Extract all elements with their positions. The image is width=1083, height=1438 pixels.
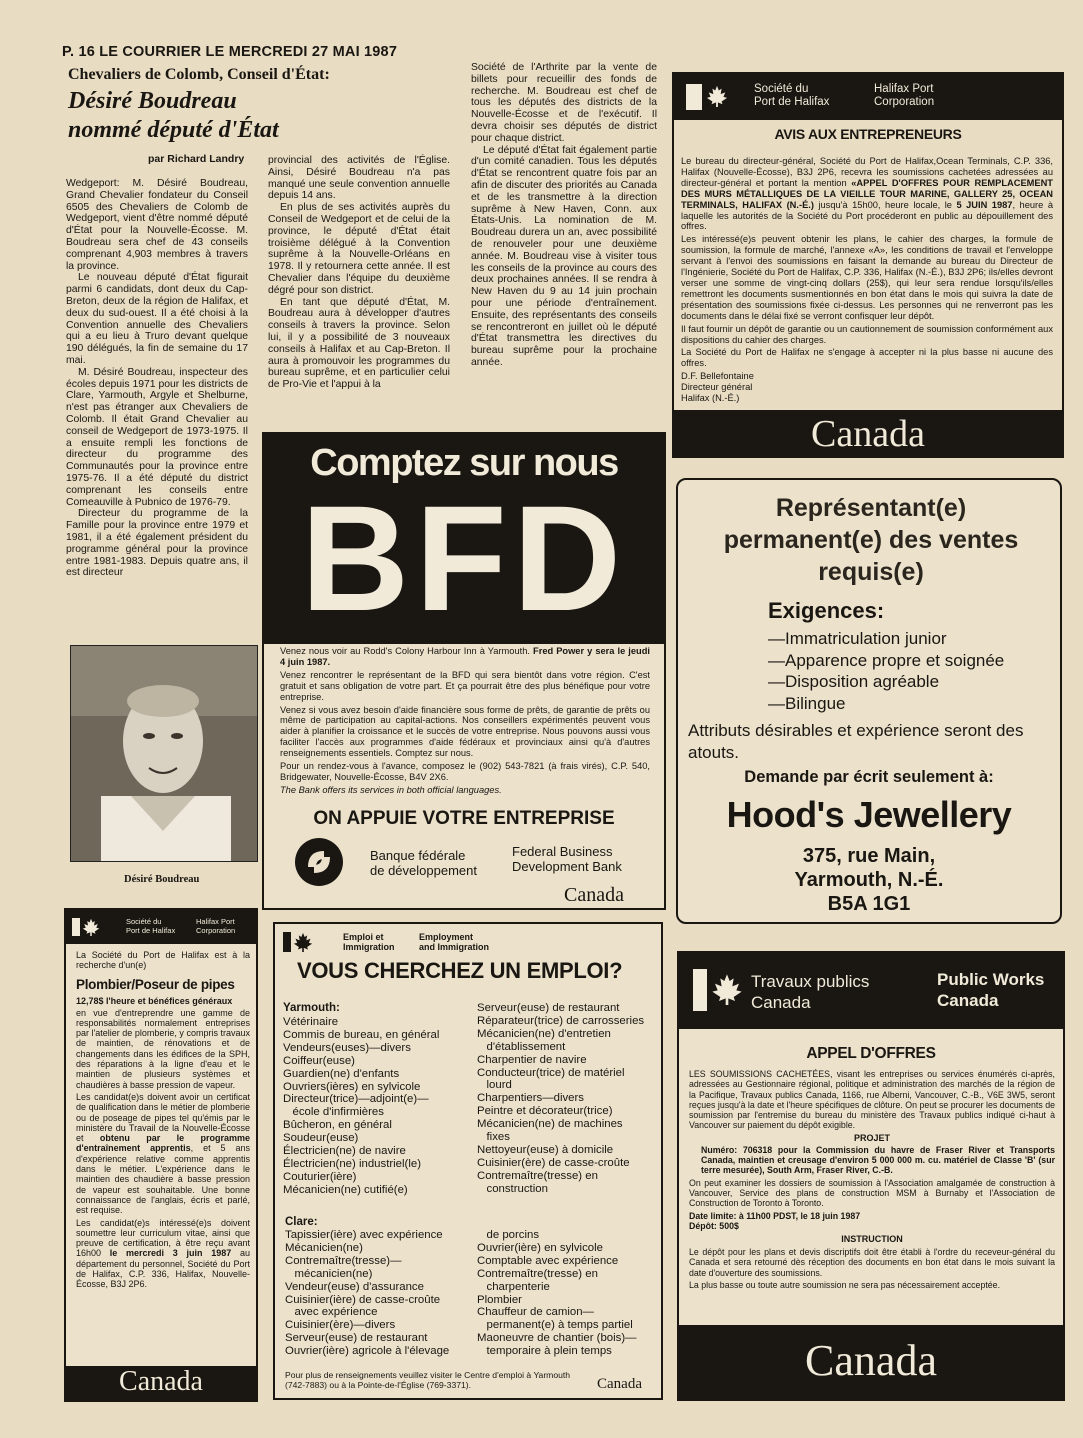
canada-wordmark: Canada xyxy=(805,1336,937,1385)
ad-paragraph: LES SOUMISSIONS CACHETÉES, visant les entreprises ou services énumérés ci-après, adressées au Gestionnaire régional, politique et administration des marchés de la région de la Pacifique, Travaux publics Canada, 1166, rue Alberni, Vancouver, C.-B., V6E 3W5, seront reçues jusqu'à la date et l'heure spécifiques de clôture. On peut se procurer les documents de soumission par l'entremise du bureau du ministère des Travaux publics indiqué ci-haut à Vancouver sur paiement du dépôt exigible. xyxy=(689,1069,1055,1131)
article-paragraph: Société de l'Arthrite par la vente de billets pour recueillir des fonds de recherche. M. Boudreau est chef de tous les députés des districts de la Nouvelle-Écosse et de l'exécutif. Il devra choisir ses députés de district pour chaque district. xyxy=(471,62,657,144)
org-name-fr: Société du Port de Halifax xyxy=(126,917,176,935)
org-name-fr: Société du Port de Halifax xyxy=(754,83,830,108)
article-paragraph: Le député d'État fait également partie d'un comité canadien. Tous les députés d'État se rencontrent quatre fois par an afin de discuter des priorités au Canada et de les transmettre à la direction suprême à New Haven, Conn. aux États-Unis. La nomination de M. Boudreau durera un an, avec possibilité de renouveler pour une deuxième année. M. Boudreau vise à visiter tous les conseils de la province au cours des deux prochaines années. Il se rendra à New Haven du 9 au 14 juin prochain pour une période d'entraînement. Ensuite, des représentants des conseils se rencontreront en juillet où le député d'État transmettra les directives du bureau suprême pour la prochaine année. xyxy=(471,144,657,368)
bank-name-fr: Banque fédérale de développement xyxy=(370,848,477,878)
article-paragraph: En plus de ses activités auprès du Conseil de Wedgeport et de celui de la province, le député d'État était troisième délégué à la Convention suprême à la Nouvelle-Orléans en 1978. Il y retournera cette année. Il est Chevalier dans l'équipe du deuxième dégré pour son district. xyxy=(268,202,450,296)
job-listing: Serveur(euse) de restaurant xyxy=(285,1332,428,1345)
job-listing: Vendeur(euse) d'assurance xyxy=(285,1280,424,1293)
job-listing: charpenterie xyxy=(477,1280,550,1293)
job-listing: d'établissement xyxy=(477,1040,566,1053)
job-listing: Cuisinier(ère) de casse-croûte xyxy=(477,1156,630,1169)
bfd-ad xyxy=(262,432,666,910)
article-paragraph: M. Désiré Boudreau, inspecteur des écoles depuis 1971 pour les districts de Clare, Yarmouth, Argyle et Shelburne, n'est pas étranger aux Chevaliers de Colomb. Il était Grand Chevalier au conseil de Wedgeport de 1973-1975. Il a ensuite rempli les fonctions de directeur du programme des Communautés pour la province entre 1975-76. Il a été député du district comprenant les conseils entre Comeauville à Pubnico de 1976-79. xyxy=(66,366,248,508)
org-name-en: Employment and Immigration xyxy=(419,932,490,952)
job-listing: Peintre et décorateur(trice) xyxy=(477,1105,613,1118)
article-headline-2: nommé député d'État xyxy=(68,117,279,143)
requirement-item: —Disposition agréable xyxy=(768,672,940,691)
halifax-port-header xyxy=(674,74,1062,120)
maple-leaf-icon xyxy=(711,973,743,1005)
maple-leaf-icon xyxy=(293,932,313,952)
projet-title: PROJET xyxy=(853,1132,890,1143)
job-listing: Comptable avec expérience xyxy=(477,1254,619,1267)
flag-bar-left xyxy=(283,932,291,952)
org-name-en: Halifax Port Corporation xyxy=(874,83,935,108)
ad-paragraph: Pour un rendez-vous à l'avance, composez le (902) 543-7821 (à frais virés), C.P. 540, Bridgewater, Nouvelle-Écosse, B4V 2X6. xyxy=(280,761,650,782)
job-listing: avec expérience xyxy=(285,1306,378,1319)
page-header: P. 16 LE COURRIER LE MERCREDI 27 MAI 1987 xyxy=(62,44,398,60)
article-paragraph: Le nouveau député d'État figurait parmi 6 candidats, dont deux du Cap-Breton, deux de la région de Halifax, et deux du sud-ouest. Il a été choisi à la Convention annuelle des Chevaliers qui a eu lieu à Truro devant quelque 190 délégués, la fin de semaine du 17 mai. xyxy=(66,272,248,366)
ad-paragraph: Numéro: 706318 pour la Commission du havre de Fraser River et Transports Canada, maintien et creusage d'environ 5 000 000 m. cu. matériel de Classe 'B' (sur terre mesurée), South Arm, Fraser River, C.-B. xyxy=(701,1144,1055,1176)
job-listing: permanent(e) à temps partiel xyxy=(477,1319,633,1332)
job-listing: Chauffeur de camion— xyxy=(477,1306,594,1319)
job-listing: Contremaître(tresse)— xyxy=(285,1254,402,1267)
yarmouth-list-left xyxy=(283,1016,439,1197)
ad-paragraph: Les intéressé(e)s peuvent obtenir les plans, le cahier des charges, la formule de soumission, la formule de marché, l'annexe «A», les conditions de travail et l'enveloppe servant à l'envoi des soumissions en faisant la demande au bureau du Directeur de l'Ingénierie, Société du Port de Halifax, C.P. 336, Halifax (N.-É.), B3J 2P6; ils/elles devront verser une somme de vingt-cinq dollars (25$), qui leur sera rendue lorsqu'ils/elles remettront les documents susmentionnés en bon état dans le mois qui suivra la date de présentation des soumissions fixée ci-dessus. Les personnes qui ne renverront pas les documents dans le délai fixé se verront confisquer leur dépôt. xyxy=(681,234,1053,321)
ad-paragraph: The Bank offers its services in both official languages. xyxy=(280,784,502,795)
org-name-fr: Travaux publics Canada xyxy=(751,972,870,1012)
job-listing: Électricien(ne) industriel(le) xyxy=(283,1157,422,1170)
job-listing: Couturier(ière) xyxy=(283,1170,357,1183)
job-listing: Plombier xyxy=(477,1293,522,1306)
yarmouth-list-right xyxy=(477,1002,644,1196)
job-listing: Cuisinier(ière) de casse-croûte xyxy=(285,1293,441,1306)
job-listing: Charpentier de navire xyxy=(477,1053,587,1066)
ad-paragraph: On peut examiner les dossiers de soumission à l'Association amalgamée de construction à Vancouver, Service des plans de construction MSM à Burnaby et l'Association de Construction de Toronto à Toronto. xyxy=(689,1177,1055,1209)
hoods-demand: Demande par écrit seulement à: xyxy=(744,768,994,786)
plombier-wage: 12,78$ l'heure et bénéfices généraux xyxy=(76,995,233,1006)
article-column-1 xyxy=(66,178,248,579)
job-listing: Soudeur(euse) xyxy=(283,1132,359,1145)
hoods-jewellery-ad xyxy=(676,478,1062,924)
ad-paragraph: Venez rencontrer le représentant de la BFD qui sera bientôt dans votre région. C'est gratuit et sans obligation de votre part. Et ça pourrait être des plus bénéfique pour votre entreprise. xyxy=(280,669,650,702)
article-byline: par Richard Landry xyxy=(148,153,245,165)
article-paragraph: Directeur du programme de la Famille pour la province entre 1979 et 1981, il a été également président du programme général pour la province entre 1981-1983. Depuis quatre ans, il est directeur xyxy=(66,508,248,579)
org-name-en: Public Works Canada xyxy=(937,970,1045,1010)
requirement-item: —Bilingue xyxy=(768,693,846,713)
job-listing: Mécanicien(ne) xyxy=(285,1241,363,1254)
job-listing: de porcins xyxy=(477,1229,540,1241)
ad-paragraph: Il faut fournir un dépôt de garantie ou un cautionnement de soumission conformément aux dispositions du cahier des charges. xyxy=(681,323,1053,345)
job-listing: Guardien(ne) d'enfants xyxy=(283,1067,400,1080)
photo-caption: Désiré Boudreau xyxy=(124,874,200,885)
bfd-slogan: ON APPUIE VOTRE ENTREPRISE xyxy=(313,808,615,829)
ad-paragraph: La plus basse ou toute autre soumission ne sera pas nécessairement acceptée. xyxy=(689,1280,1001,1291)
job-listing: fixes xyxy=(477,1131,510,1144)
job-listing: Coiffeur(euse) xyxy=(283,1054,355,1067)
job-listing: lourd xyxy=(477,1079,512,1092)
job-listing: Mécanicien(ne) d'entretien xyxy=(477,1027,611,1040)
travaux-header xyxy=(679,953,1063,1029)
job-listing: Commis de bureau, en général xyxy=(283,1028,440,1041)
ad-paragraph: Venez si vous avez besoin d'aide financière sous forme de prêts, de garantie de prêts ou même de participation au capital-actions. Nos conseillers expérimentés peuvent vous aider à planifier la croissance et le succès de votre entreprise. Nous pouvons aussi vous faciliter l'accès aux programmes d'aide fédéraux et provinciaux ainsi qu'à d'autres renseignements essentiels. Comptez sur nous. xyxy=(280,704,650,759)
emploi-title: VOUS CHERCHEZ UN EMPLOI? xyxy=(297,958,623,983)
job-listing: Cuisinier(ère)—divers xyxy=(285,1319,396,1332)
job-listing: Ouvrier(ière) agricole à l'élevage xyxy=(285,1345,450,1358)
hoods-attributes: Attributs désirables et expérience seront des atouts. xyxy=(688,721,1024,762)
plombier-ad xyxy=(64,908,258,1402)
canada-wordmark-bar xyxy=(679,1325,1063,1399)
portrait-photo xyxy=(70,645,258,862)
canada-wordmark: Canada xyxy=(564,884,624,906)
hoods-company: Hood's Jewellery xyxy=(726,794,1012,835)
requirement-item: —Apparence propre et soignée xyxy=(768,650,1005,670)
job-listing: Bûcheron, en général xyxy=(283,1119,392,1132)
bfd-logo-text: BFD xyxy=(300,474,628,642)
job-listing: Ouvriers(ières) en sylvicole xyxy=(283,1080,421,1093)
job-listing: Réparateur(trice) de carrosseries xyxy=(477,1014,645,1027)
job-listing: Mécanicien(ne) de machines xyxy=(477,1118,623,1131)
article-paragraph: Wedgeport: M. Désiré Boudreau, Grand Chevalier fondateur du Conseil 6505 des Chevaliers de Colomb de Wedgeport, vient d'être nommé député d'État pour la Nouvelle-Écosse. M. Boudreau sera chef de 43 conseils comprenant 4,903 membres à travers la province. xyxy=(66,178,248,272)
halifax-port-ad xyxy=(672,72,1064,458)
ad-title: APPEL D'OFFRES xyxy=(806,1045,936,1062)
deposit: Dépôt: 500$ xyxy=(689,1220,739,1231)
job-listing: Directeur(trice)—adjoint(e)— xyxy=(283,1093,429,1106)
plombier-body xyxy=(76,950,250,1292)
emploi-immigration-ad xyxy=(273,922,663,1400)
requirement-item: —Immatriculation junior xyxy=(768,629,947,648)
canada-wordmark: Canada xyxy=(119,1366,203,1397)
maple-leaf-icon xyxy=(706,85,728,107)
article-paragraph: En tant que député d'État, M. Boudreau aura à développer d'autres conseils à travers la province. Selon lui, il y a possibilité de 3 nouveaux conseils à Halifax et au Cap-Breton. Il aura à promouvoir les programmes du bureau suprême, et en particulier celui de Pro-Vie et l'appui à la xyxy=(268,296,450,391)
ad-paragraph: Les candidat(e)s intéressé(e)s doivent soumettre leur curriculum vitae, ainsi que preuve de certification, à être reçu avant 16h00 le mercredi 3 juin 1987 au département du personnel, Société du Port de Halifax, C.P. 336, Halifax, Nouvelle-Écosse, B3J 2P6. xyxy=(76,1217,250,1290)
bank-name-en: Federal Business Development Bank xyxy=(512,844,622,874)
job-listing: Contremaître(tresse) en xyxy=(477,1267,598,1280)
canada-wordmark-bar xyxy=(674,410,1062,456)
halifax-port-header xyxy=(66,910,256,944)
bfd-banner xyxy=(264,434,664,644)
canada-wordmark: Canada xyxy=(811,413,925,455)
job-listing: Serveur(euse) de restaurant xyxy=(477,1002,620,1014)
yarmouth-title: Yarmouth: xyxy=(283,1002,340,1014)
hoods-title: Représentant(e) permanent(e) des ventes requis(e) xyxy=(723,494,1019,586)
emploi-footer: Pour plus de renseignements veuillez visiter le Centre d'emploi à Yarmouth (742-7883) ou à la Pointe-de-l'Église (769-3371). xyxy=(285,1370,571,1390)
job-listing: Conducteur(trice) de matériel xyxy=(477,1066,625,1079)
article-column-3 xyxy=(471,62,657,369)
ad-paragraph: Les candidat(e)s doivent avoir un certificat de qualification dans le métier de plomberie ou de poseage de pipes tel qu'émis par le ministère du Travail de la Nouvelle-Écosse et obtenu par le programme d'entraînement apprentis, et 5 ans d'expérience relative comme apprentis dans le métier. L'expérience dans le maintien des chaudière à basse pression de vapeur est souhaitable. Une bonne connaissance de l'anglais, écris et parlé, est requise. xyxy=(76,1091,250,1216)
job-listing: Vétérinaire xyxy=(283,1016,339,1028)
job-listing: Vendeurs(euses)—divers xyxy=(283,1041,411,1054)
article-kicker: Chevaliers de Colomb, Conseil d'État: xyxy=(68,66,330,83)
bfd-banner-text: Comptez sur nous xyxy=(310,442,618,484)
ad-paragraph: en vue d'entreprendre une gamme de responsabilités normalement entreprises par l'atelier de plomberie, y compris travaux de maintien, de rénovations et de changements dans les édifices de la SPH, des réparations à la ligne d'eau et le maintien de plusieurs systèmes et chaudières à basse pression de vapeur. xyxy=(76,1007,250,1090)
job-listing: Contremaître(tresse) en xyxy=(477,1169,598,1182)
article-headline-1: Désiré Boudreau xyxy=(68,88,237,114)
ad-body xyxy=(681,156,1053,404)
hoods-address: 375, rue Main, Yarmouth, N.-É. B5A 1G1 xyxy=(794,845,944,915)
portrait-image xyxy=(71,646,257,861)
job-listing: mécanicien(ne) xyxy=(285,1267,373,1280)
flag-bar-left xyxy=(693,969,707,1011)
job-listing: Charpentiers—divers xyxy=(477,1092,584,1105)
job-listing: Ouvrier(ière) en sylvicole xyxy=(477,1241,603,1254)
plombier-title: Plombier/Poseur de pipes xyxy=(76,976,235,992)
job-listing: Mécanicien(ne) cutifié(e) xyxy=(283,1183,408,1196)
job-listing: Tapissier(ière) avec expérience xyxy=(285,1229,443,1241)
org-name-fr: Emploi et Immigration xyxy=(343,932,395,952)
ad-paragraph: Le bureau du directeur-général, Société du Port de Halifax,Ocean Terminals, C.P. 336, Halifax (Nouvelle-Écosse), B3J 2P6, recevra les soumissions cachetées adressées au directeur-général et portant la mention «APPEL D'OFFRES POUR REMPLACEMENT DES MURS MÉTALLIQUES DE LA VIEILLE TOUR MARINE, GALLERY 25, OCEAN TERMINALS, HALIFAX (N.-É.) jusqu'à 15h00, heure locale, le 5 JUIN 1987, heure à laquelle les autorités de la Société du Port procéderont en public au dépouillement des offres. xyxy=(681,156,1053,232)
hoods-req-title: Exigences: xyxy=(768,598,885,623)
ad-paragraph: La Société du Port de Halifax est à la recherche d'un(e) xyxy=(76,950,250,971)
article-column-2 xyxy=(268,155,450,391)
bfd-body xyxy=(280,646,650,798)
ad-signature: D.F. Bellefontaine Directeur général Halifax (N.-É.) xyxy=(681,371,754,404)
job-listing: Nettoyeur(euse) à domicile xyxy=(477,1143,614,1156)
job-listing: école d'infirmières xyxy=(283,1106,384,1119)
ad-paragraph: Le dépôt pour les plans et devis discriptifs doit être établi à l'ordre du receveur-général du Canada et sera retourné dès réception des documents en bon état dans le mois suivant la date d'ouverture des soumissions. xyxy=(689,1247,1055,1278)
ad-title: AVIS AUX ENTREPRENEURS xyxy=(774,126,962,142)
maple-leaf-icon xyxy=(82,918,100,936)
article-paragraph: provincial des activités de l'Église. Ainsi, Désiré Boudreau n'a pas manqué une seule convention annuelle depuis 14 ans. xyxy=(268,155,450,202)
job-listing: construction xyxy=(477,1182,548,1195)
flag-bar-left xyxy=(686,84,702,110)
job-listing: Maoneuvre de chantier (bois)— xyxy=(477,1332,637,1345)
travaux-publics-ad xyxy=(677,951,1065,1401)
ad-paragraph: Venez nous voir au Rodd's Colony Harbour Inn à Yarmouth. Fred Power y sera le jeudi 4 juin 1987. xyxy=(280,646,650,667)
hoods-requirements xyxy=(768,628,1004,714)
ad-paragraph: La Société du Port de Halifax ne s'engage à accepter ni la plus basse ni aucune des offres. xyxy=(681,347,1053,369)
org-name-en: Halifax Port Corporation xyxy=(196,917,236,935)
job-listing: temporaire à plein temps xyxy=(477,1345,612,1358)
travaux-body xyxy=(689,1069,1055,1292)
canada-wordmark-bar xyxy=(66,1366,256,1400)
clare-title: Clare: xyxy=(285,1216,318,1228)
clare-list-left xyxy=(285,1229,449,1358)
flag-bar-left xyxy=(72,918,80,936)
job-listing: Électricien(ne) de navire xyxy=(283,1145,406,1158)
instruction-title: INSTRUCTION xyxy=(841,1234,903,1245)
canada-wordmark: Canada xyxy=(597,1376,642,1392)
clare-list-right xyxy=(477,1229,637,1358)
date-limit: Date limite: à 11h00 PDST, le 18 juin 1987 xyxy=(689,1210,861,1221)
bfd-bank-icon xyxy=(294,837,344,887)
